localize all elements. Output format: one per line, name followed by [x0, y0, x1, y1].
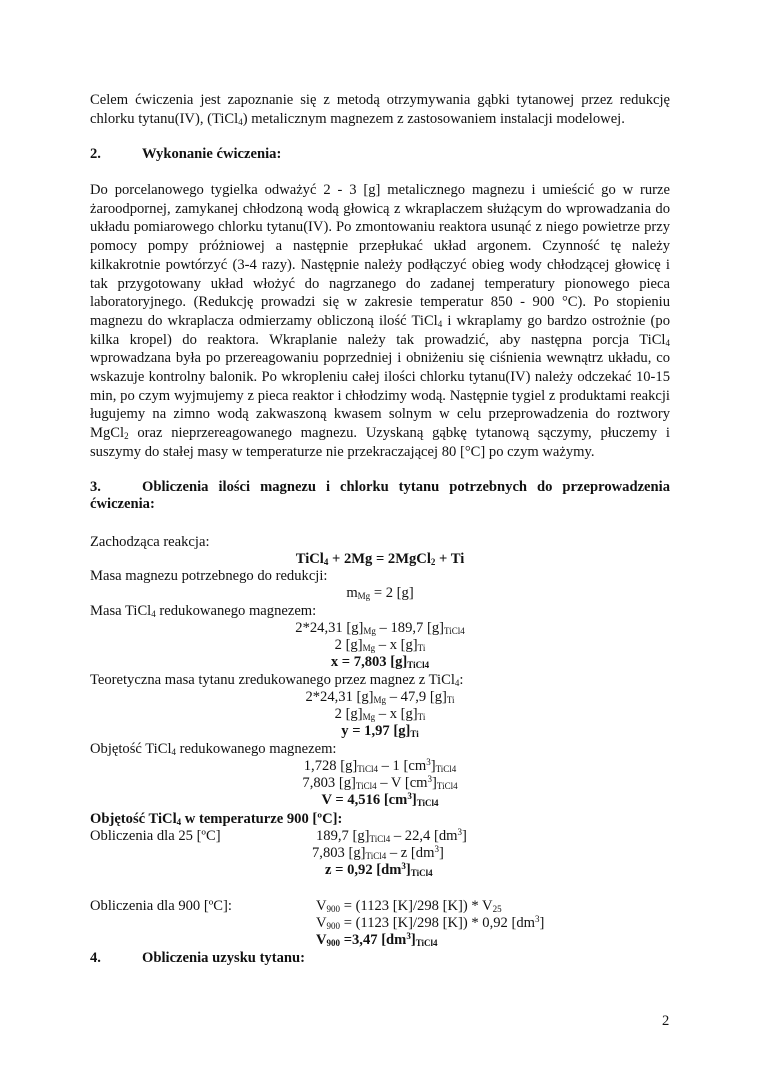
ticl4-mass-line-1: 2*24,31 $[g]_{Mg} - 189,7$ $[g]_{TiCl4}$	[295, 620, 465, 636]
ti-mass-label: Teoretyczna masa tytanu zredukowanego przez magnez z TiCl$_4$:	[90, 672, 464, 688]
section-2-number: 2.	[90, 146, 101, 162]
calc-900-line-2: $V_{900} = (1123$ [K]/298 [K]) * 0,92 $[dm^3]$	[316, 914, 545, 931]
ticl4-volume-line-2: 7,803 $[g]_{TiCl4}$ – V $[cm^3]_{TiCl4}$	[302, 774, 458, 791]
calc-25-line-1: 189,7 $[g]_{TiCl4} - 22,4$ $[dm^3]$	[316, 827, 467, 844]
calc-900-label: Obliczenia dla 900 [ºC]:	[90, 898, 232, 914]
volume-900-heading: Objętość TiCl$_4$ w temperaturze 900 [ºC]:	[90, 811, 343, 827]
ti-mass-line-1: 2*24,31 $[g]_{Mg} - 47,9$ $[g]_{Ti}$	[305, 689, 455, 705]
reaction-equation: TiCl$_4$ + 2Mg = 2MgCl$_2$ + Ti	[295, 551, 465, 567]
calc-900-line-1: $V_{900} = (1123$ [K]/298 $[K]) * V_{25}$	[316, 898, 502, 914]
intro-paragraph: Celem ćwiczenia jest zapoznanie się z metodą otrzymywania gąbki tytanowej przez redukcję chlorku tytanu(IV), (TiCl$_4$) metalicznym magnezem z zastosowaniem instalacji modelowej.	[90, 92, 670, 127]
ticl4-volume-result: V = 4,516 $[cm^3]_{TiCl4}$	[321, 791, 439, 808]
section-4-title: Obliczenia uzysku tytanu:	[142, 950, 305, 966]
reaction-label: Zachodząca reakcja:	[90, 534, 210, 550]
ticl4-volume-line-1: 1,728 $[g]_{TiCl4} - 1$ $[cm^3]_{TiCl4}$	[303, 757, 457, 774]
section-3-number: 3.	[90, 479, 101, 495]
ti-mass-result: y = 1,97 $[g]_{Ti}$	[341, 723, 419, 739]
calc-25-label: Obliczenia dla 25 [ºC]	[90, 828, 221, 844]
section-4-heading	[90, 950, 670, 967]
ticl4-mass-line-2: 2 $[g]_{Mg}$ – x $[g]_{Ti}$	[334, 637, 426, 653]
section-3-heading	[90, 479, 670, 513]
calc-25-line-2: 7,803 $[g]_{TiCl4}$ – z $[dm^3]$	[312, 844, 444, 861]
ti-mass-line-2: 2 $[g]_{Mg}$ – x $[g]_{Ti}$	[334, 706, 426, 722]
ticl4-volume-label: Objętość TiCl$_4$ redukowanego magnezem:	[90, 741, 337, 757]
mg-mass-value: $m_{Mg} = 2$ [g]	[346, 585, 414, 601]
ticl4-mass-result: x = 7,803 $[g]_{TiCl4}$	[330, 654, 430, 670]
section-3-title: Obliczenia ilości magnezu i chlorku tytanu potrzebnych do przeprowadzenia ćwiczenia:	[90, 479, 670, 512]
section-2-title: Wykonanie ćwiczenia:	[142, 146, 282, 162]
section-2-body: Do porcelanowego tygielka odważyć 2 - 3 [g] metalicznego magnezu i umieścić go w rurze żaroodpornej, zamykanej chłodzoną wodą głowicą z wkraplaczem służącym do wprowadzania do układu pomiarowego chlorku tytanu(IV). Po zmontowaniu reaktora usunąć z niego powietrze przy pomocy pompy próżniowej a następnie przepłukać układ argonem. Czynność tę należy kilkakrotnie powtórzyć (3-4 razy). Następnie należy podłączyć obieg wody chłodzącej głowicę i tak przygotowany układ włożyć do nagrzanego do zadanej temperatury pionowego pieca laboratoryjnego. (Redukcję prowadzi się w zakresie temperatur 850 - 900 °C). Po stopieniu magnezu do wkraplacza odmierzamy obliczoną ilość TiCl$_4$ i wkraplamy go bardzo ostrożnie (po kilka kropel) do reaktora. Wkraplanie należy tak prowadzić, aby następna porcja TiCl$_4$ wprowadzana była po przereagowaniu poprzedniej i obniżeniu się ciśnienia wewnątrz układu, co wskazuje kontrolny balonik. Po wkropleniu całej ilości chlorku tytanu(IV) należy odczekać 10-15 min, po czym wyjmujemy z pieca reaktor i chłodzimy wodą. Następnie tygiel z produktami reakcji ługujemy na zimno wodą zakwaszoną kwasem solnym w celu przeprowadzenia do roztwory MgCl$_2$ oraz nieprzereagowanego magnezu. Uzyskaną gąbkę tytanową sączymy, płuczemy i suszymy do stałej masy w temperaturze nie przekraczającej 80 [°C] po czym ważymy.	[90, 182, 670, 460]
section-4-number: 4.	[90, 950, 101, 966]
mg-mass-label: Masa magnezu potrzebnego do redukcji:	[90, 568, 328, 584]
page-number: 2	[662, 1013, 670, 1029]
section-2-heading	[90, 146, 670, 163]
calc-900-result: $V_{900} =3,47$ $[dm^3]_{TiCl4}$	[316, 931, 438, 948]
ticl4-mass-label: Masa TiCl$_4$ redukowanego magnezem:	[90, 603, 317, 619]
calc-25-result: z = 0,92 $[dm^3]_{TiCl4}$	[325, 861, 433, 878]
